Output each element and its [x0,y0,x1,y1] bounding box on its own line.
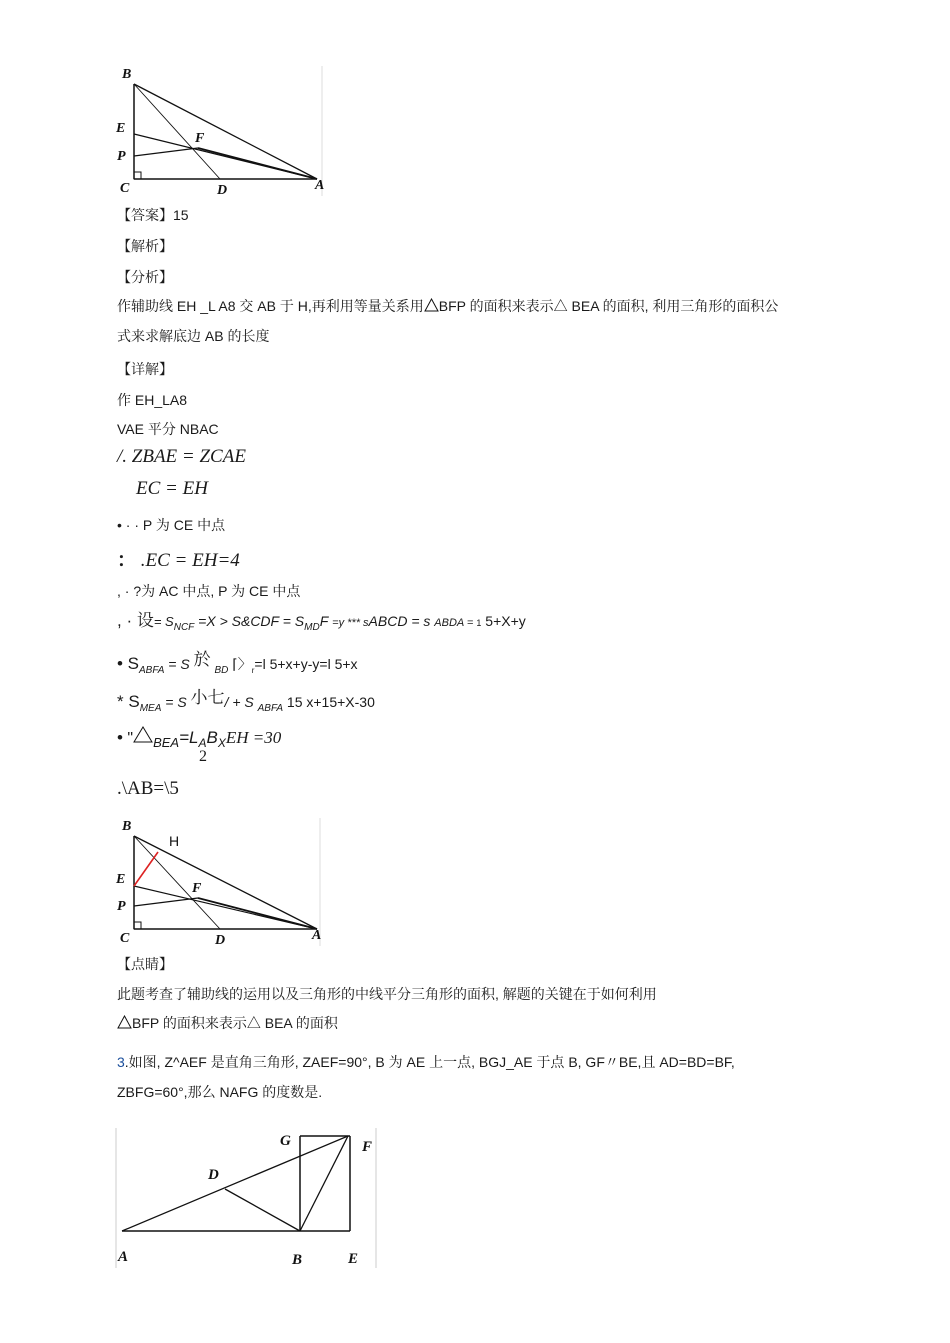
detail-line-3: /. ZBAE = ZCAE [117,446,246,467]
detail-line-8: , · 设= $S_{NCF} =X$ > S&CDF = $S_{MD}F =y$ *** sABCD = s ABDA = 1 5+X+y [117,611,526,633]
fig2-label-F: F [192,881,202,896]
fig3-label-F: F [362,1139,373,1155]
fig3-label-A: A [118,1249,129,1265]
triangle-icon [133,726,153,743]
fraction-denominator: 2 [199,748,207,765]
analysis-text-line2: 式来求解底边 AB 的长度 [117,328,270,344]
summary-line2: BFP 的面积来表示△ BEA 的面积 [117,1014,338,1032]
detail-line-6: ： .EC = EH=4 [117,550,240,571]
fig1-label-E: E [116,121,126,136]
fig1-label-B: B [122,67,132,82]
summary-line1: 此题考查了辅助线的运用以及三角形的中线平分三角形的面积, 解题的关键在于如何利用 [117,986,657,1002]
fig3-label-G: G [280,1133,291,1149]
fig1-label-F: F [195,131,205,146]
fig1-label-P: P [117,149,126,164]
fig3-label-E: E [348,1251,359,1267]
fig2-label-E: E [116,872,126,887]
fenxi-heading: 【分析】 [117,269,173,285]
fig2-label-P: P [117,899,126,914]
fig2-label-C: C [120,931,130,946]
fig1-label-C: C [120,181,130,196]
fig3-label-B: B [292,1252,303,1268]
question-3-line1: 3.如图, Z^AEF 是直角三角形, ZAEF=90°, B 为 AE 上一点, BGJ_AE 于点 B, GF〃BE,且 AD=BD=BF, [117,1054,735,1070]
figure-1-triangle [112,66,332,196]
fig2-label-H: H [169,833,180,849]
detail-line-9: • $S_{ABFA} = S$ 於 $_{BD}$ ⌈〉$_r$=l 5+x+y-y=l 5+x [117,650,358,676]
dianjing-heading: 【点睛】 [117,956,173,972]
question-3-line2: ZBFG=60°,那么 NAFG 的度数是. [117,1084,323,1100]
detail-line-11: • " $_{BEA}=L_AB_XEH =30$ 2 [117,728,282,765]
detail-line-10: * $S_{MEA} = S$ 小七/ + S $_{ABFA}$ 15 x+15+X-30 [117,688,375,714]
fig1-label-D: D [217,183,228,196]
analysis-text-line1: 作辅助线 EH _L A8 交 AB 于 H,再利用等量关系用 BFP 的面积来表示△ BEA 的面积, 利用三角形的面积公 [117,298,779,314]
fig2-label-A: A [312,928,322,943]
detail-line-5: • · · P 为 CE 中点 [117,517,226,533]
fig1-label-A: A [315,178,325,193]
analysis-heading: 【解析】 [117,238,173,254]
detail-heading: 【详解】 [117,361,173,377]
triangle-icon [117,1015,132,1029]
triangle-icon [424,298,439,312]
answer-heading: 【答案】15 [117,207,189,223]
detail-line-2: VAE 平分 NBAC [117,421,219,437]
fig2-label-B: B [122,819,132,834]
detail-line-1: 作 EH_LA8 [117,392,188,408]
figure-3-right-triangle [112,1128,382,1273]
figure-2-triangle-with-auxiliary-line [112,818,327,948]
detail-line-7: , · ?为 AC 中点, P 为 CE 中点 [117,583,301,599]
detail-line-4: EC = EH [136,478,208,499]
fig2-label-D: D [215,933,226,948]
fig3-label-D: D [208,1167,219,1183]
detail-line-12: .\AB=\5 [117,778,179,799]
